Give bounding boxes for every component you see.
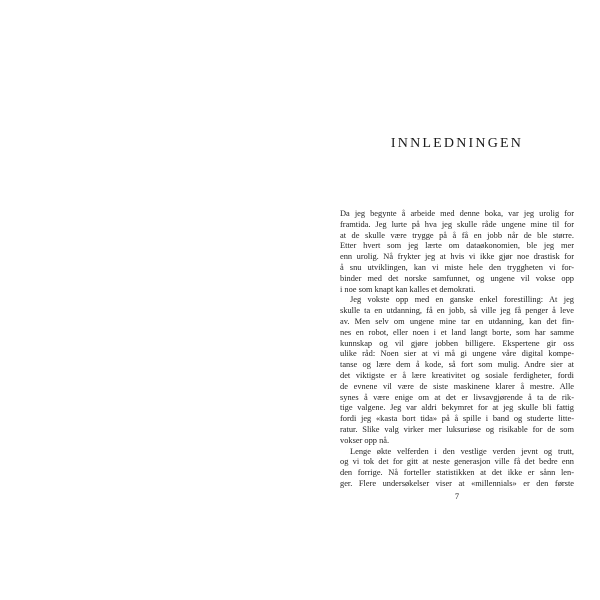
page-number: 7 — [454, 492, 460, 501]
text-line: tige valgene. Jeg var aldri bekymret for at jeg skulle bli fattig — [340, 403, 574, 413]
chapter-title: INNLEDNINGEN — [390, 136, 524, 151]
text-line: synes å være enige om at det er livsavgjørende å ta de rik- — [340, 392, 574, 402]
text-line: ger. Flere undersøkelser viser at «millennials» er den første — [340, 478, 574, 488]
text-line: binder med det norske samfunnet, og ungene vil vokse opp — [340, 273, 574, 283]
text-line: det viktigste er å lære kreativitet og sosiale ferdigheter, fordi — [340, 370, 574, 380]
text-line: Etter hvert som jeg lærte om dataøkonomien, ble jeg mer — [340, 241, 574, 251]
text-line: kunnskap og vil gjøre jobben billigere. Ekspertene gir oss — [340, 338, 574, 348]
text-line: å snu utviklingen, kan vi miste hele den tryggheten vi for- — [340, 262, 574, 272]
text-line: skulle ta en utdanning, få en jobb, så ville jeg få penger å leve — [340, 306, 574, 316]
text-line: den forrige. Nå forteller statistikken at det ikke er sånn len- — [340, 468, 574, 478]
text-line: fordi jeg «kasta bort tida» på å spille i band og studerte litte- — [340, 414, 574, 424]
text-line: av. Men selv om ungene mine tar en utdanning, kan det fin- — [340, 316, 574, 326]
paragraph — [340, 447, 574, 490]
text-line: Da jeg begynte å arbeide med denne boka, var jeg urolig for — [340, 209, 574, 218]
text-line: vokser opp nå. — [340, 435, 390, 445]
body-text — [340, 209, 574, 490]
text-line: tanse og lære dem å kode, så fort som mulig. Andre sier at — [340, 360, 574, 370]
text-line: Jeg vokste opp med en ganske enkel forestilling: At jeg — [350, 295, 574, 305]
text-line: ulike råd: Noen sier at vi må gi ungene våre digital kompe- — [340, 349, 574, 359]
paragraph — [340, 209, 574, 295]
text-line: i noe som knapt kan kalles et demokrati. — [340, 284, 476, 294]
text-line: ratur. Slike valg virker mer luksuriøse og risikable for de som — [340, 424, 574, 434]
text-line: de evnene vil være de siste maskinene klarer å mestre. Alle — [340, 381, 574, 391]
paragraph — [340, 295, 574, 446]
text-line: at de skulle være trygge på å få en jobb når de ble større. — [340, 230, 574, 240]
text-line: enn urolig. Nå frykter jeg at hvis vi ikke gjør noe drastisk for — [340, 252, 574, 262]
text-line: Lenge økte velferden i den vestlige verden jevnt og trutt, — [350, 446, 574, 456]
text-line: nes en robot, eller noen i et land langt borte, som har samme — [340, 327, 574, 337]
text-line: og vi tok det for gitt at neste generasjon ville få det bedre enn — [340, 457, 574, 467]
text-line: framtida. Jeg lurte på hva jeg skulle råde ungene mine til for — [340, 219, 574, 229]
